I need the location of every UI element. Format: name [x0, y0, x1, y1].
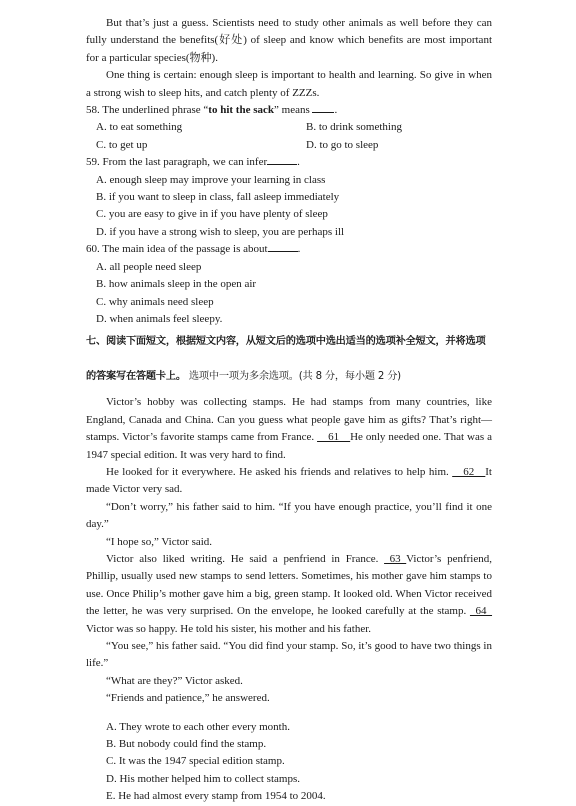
- passage-paragraph: But that’s just a guess. Scientists need to study other animals as well before they can fully understand the benefits(好处) of sleep and know which benefits are most important for a particular species(物种).: [86, 17, 492, 64]
- option: C. to get up: [96, 138, 148, 151]
- choice-item: A. They wrote to each other every month.: [106, 720, 290, 733]
- story-paragraph: “Friends and patience,” he answered.: [106, 692, 270, 705]
- option: B. to drink something: [306, 121, 402, 134]
- question-59-stem: 59. From the last paragraph, we can infer .: [86, 156, 300, 169]
- option: A. all people need sleep: [96, 260, 202, 273]
- choice-item: B. But nobody could find the stamp.: [106, 738, 267, 751]
- answer-blank: [312, 102, 334, 113]
- underlined-phrase: to hit the sack: [208, 104, 274, 117]
- passage-paragraph: One thing is certain: enough sleep is important to health and learning. So give in when a strong wish to sleep hits, and catch plenty of ZZZs.: [86, 69, 492, 99]
- option: D. if you have a strong wish to sleep, you are perhaps ill: [96, 225, 345, 238]
- answer-blank: [267, 154, 297, 165]
- section-heading-line2: 的答案写在答题卡上。 选项中一项为多余选项。(共 8 分，每小题 2 分): [86, 371, 401, 383]
- blank-61: __61__: [317, 431, 351, 444]
- story-paragraph: “You see,” his father said. “You did find your stamp. So, it’s good to have two things in life.”: [86, 640, 492, 670]
- story-paragraph: Victor also liked writing. He said a penfriend in France. _63_Victor’s penfriend, Phillip, usually used new stamps to send letters. Sometimes, his mother gave him stamps to use. Once Philip’s mother gave him a big, green stamp. It looked old. When Victor received the letter, he was very surprised. On the envelope, he looked carefully at the stamp. _64_ Victor was so happy. He told his sister, his mother and his father.: [86, 552, 492, 635]
- blank-62: __62__: [452, 465, 486, 478]
- options-row: [86, 137, 492, 154]
- option: B. how animals sleep in the open air: [96, 278, 257, 291]
- options-row: [86, 119, 492, 136]
- page-content: [86, 15, 492, 806]
- option: A. enough sleep may improve your learning in class: [96, 173, 326, 186]
- section-heading: 七、阅读下面短文，根据短文内容，从短文后的选项中选出适当的选项补全短文，并将选项: [86, 336, 486, 348]
- choice-item: D. His mother helped him to collect stamps.: [106, 772, 300, 785]
- option: D. to go to sleep: [306, 138, 379, 151]
- answer-blank: [268, 241, 298, 252]
- option: C. why animals need sleep: [96, 295, 214, 308]
- option: A. to eat something: [96, 121, 183, 134]
- story-paragraph: Victor’s hobby was collecting stamps. He had stamps from many countries, like England, Canada and China. Can you guess what people gave him as gifts? That’s right—stamps. Victor’s favorite stamps came from France. __61__He only needed one. That was a 1947 special edition. It was very hard to find.: [86, 396, 492, 461]
- story-paragraph: “What are they?” Victor asked.: [106, 674, 243, 687]
- option: C. you are easy to give in if you have plenty of sleep: [96, 208, 328, 221]
- question-58-stem: 58. The underlined phrase “to hit the sack” means .: [86, 104, 338, 117]
- option: D. when animals feel sleepy.: [96, 312, 223, 325]
- story-paragraph: He looked for it everywhere. He asked his friends and relatives to help him. __62__It made Victor very sad.: [86, 465, 492, 496]
- choice-item: E. He had almost every stamp from 1954 to 2004.: [106, 790, 326, 803]
- choice-item: C. It was the 1947 special edition stamp.: [106, 755, 285, 768]
- story-paragraph: “I hope so,” Victor said.: [106, 535, 213, 548]
- option: B. if you want to sleep in class, fall asleep immediately: [96, 191, 340, 204]
- story-paragraph: “Don’t worry,” his father said to him. “If you have enough practice, you’ll find it one day.”: [86, 500, 492, 531]
- question-60-stem: 60. The main idea of the passage is about .: [86, 243, 301, 256]
- blank-64: _64_: [470, 605, 492, 618]
- blank-63: _63_: [384, 552, 407, 565]
